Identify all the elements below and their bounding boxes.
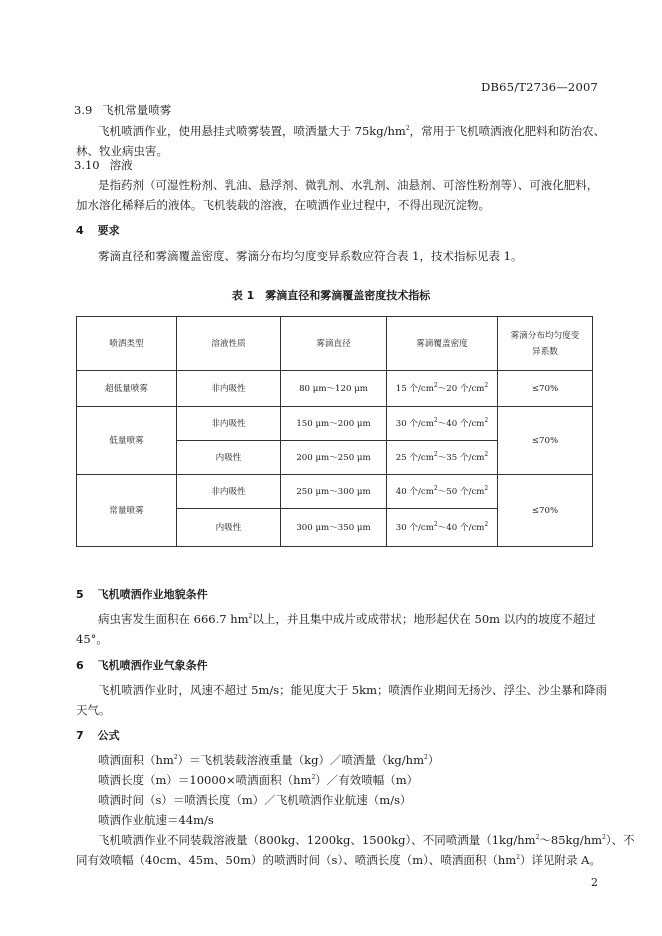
section-5-line1: 病虫害发生面积在 666.7 $hm^2$以上，并且集中成片或成带状；地形起伏在 50m 以内的坡度不超过 xyxy=(98,612,596,626)
section-3-10-line2: 加水溶化稀释后的液体。飞机装载的溶液，在喷洒作业过程中，不得出现沉淀物。 xyxy=(76,198,490,212)
table-cell: 非内吸性 xyxy=(177,371,281,407)
header-cell: 雾滴分布均匀度变 异系数 xyxy=(498,317,593,371)
section-3-10-line1: 是指药剂（可湿性粉剂、乳油、悬浮剂、微乳剂、水乳剂、油悬剂、可溶性粉剂等）、可液化肥料， xyxy=(98,178,599,192)
table-cell: 250 μm～300 μm xyxy=(281,475,387,509)
section-6-heading xyxy=(76,657,208,673)
table-cell: ≤70% xyxy=(498,371,593,407)
table-cell: 非内吸性 xyxy=(177,407,281,441)
table-cell: 内吸性 xyxy=(177,509,281,547)
table-caption: 表 1 雾滴直径和雾滴覆盖密度技术指标 xyxy=(231,289,431,302)
section-title: 飞机常量喷雾 xyxy=(102,103,172,117)
doc-code: DB65/T2736—2007 xyxy=(481,80,598,94)
table-cell: 150 μm～200 μm xyxy=(281,407,387,441)
header-cell: 雾滴直径 xyxy=(281,317,387,371)
table-cell: 内吸性 xyxy=(177,441,281,475)
table-cell: ≤70% xyxy=(498,407,593,475)
section-number: 6 xyxy=(76,659,84,672)
formula-speed: 喷洒作业航速＝44m/s xyxy=(98,813,214,827)
header-cell: 雾滴覆盖密度 xyxy=(387,317,498,371)
table-cell: 80 μm～120 μm xyxy=(281,371,387,407)
table-row xyxy=(77,475,593,509)
section-3-9-line2: 林、牧业病虫害。 xyxy=(76,144,168,158)
section-number: 7 xyxy=(76,729,84,742)
table-cell: 300 μm～350 μm xyxy=(281,509,387,547)
spray-type-cell: 超低量喷雾 xyxy=(77,371,177,407)
section-5-heading xyxy=(76,586,208,602)
table-cell: 30 个$/cm^2\sim 40$ 个$/cm^2$ xyxy=(387,509,498,547)
section-title: 飞机喷洒作业地貌条件 xyxy=(97,588,208,601)
table-cell: 15 个$/cm^2\sim 20$ 个$/cm^2$ xyxy=(387,371,498,407)
table-header-row xyxy=(77,317,593,371)
section-number: 3.10 xyxy=(74,158,100,172)
section-title: 公式 xyxy=(97,729,120,742)
formula-area: 喷洒面积$(hm^2)=$飞机装载溶液重量（kg）／喷洒量$(kg/hm^2)$ xyxy=(98,753,440,767)
section-number: 5 xyxy=(76,588,84,601)
section-title: 溶液 xyxy=(109,158,133,172)
table-cell: 25 个$/cm^2\sim 35$ 个$/cm^2$ xyxy=(387,441,498,475)
section-3-10-heading xyxy=(74,157,133,173)
section-4-text: 雾滴直径和雾滴覆盖密度、雾滴分布均匀度变异系数应符合表 1，技术指标见表 1。 xyxy=(98,249,523,263)
section-3-9-heading xyxy=(74,102,171,118)
formula-note-line1: 飞机喷洒作业不同装载溶液量（800kg、1200kg、1500kg）、不同喷洒量$(1kg/hm^2\sim 85kg/hm^2)$、不 xyxy=(98,833,635,847)
formula-time: 喷洒时间（s）＝喷洒长度（m）／飞机喷洒作业航速（m/s） xyxy=(98,793,412,807)
section-7-heading xyxy=(76,727,120,743)
section-3-9-line1: 飞机喷洒作业，使用悬挂式喷雾装置，喷洒量大于 $75kg/hm^2$，常用于飞机喷洒液化肥料和防治农、 xyxy=(98,124,606,138)
table-cell: 40 个$/cm^2\sim 50$ 个$/cm^2$ xyxy=(387,475,498,509)
section-title: 要求 xyxy=(97,224,120,237)
table-row xyxy=(77,407,593,441)
section-number: 4 xyxy=(76,224,84,237)
table-cell: 非内吸性 xyxy=(177,475,281,509)
spray-type-cell: 常量喷雾 xyxy=(77,475,177,547)
table-cell: 30 个$/cm^2\sim 40$ 个$/cm^2$ xyxy=(387,407,498,441)
table-row xyxy=(77,371,593,407)
formula-length: 喷洒长度（m）＝10000×喷洒面积$(hm^2)/$有效喷幅（m） xyxy=(98,773,419,787)
page-number: 2 xyxy=(591,876,598,889)
section-6-line1: 飞机喷洒作业时，风速不超过 5m/s；能见度大于 5km；喷洒作业期间无扬沙、浮尘、沙尘暴和降雨 xyxy=(98,683,607,697)
section-title: 飞机喷洒作业气象条件 xyxy=(97,659,208,672)
section-5-line2: 45°。 xyxy=(76,632,108,646)
spec-table xyxy=(76,316,593,547)
section-6-line2: 天气。 xyxy=(76,703,111,717)
table-cell: 200 μm～250 μm xyxy=(281,441,387,475)
table-cell: ≤70% xyxy=(498,475,593,547)
header-cell: 溶液性质 xyxy=(177,317,281,371)
section-4-heading xyxy=(76,222,120,238)
header-cell: 喷洒类型 xyxy=(77,317,177,371)
formula-note-line2: 同有效喷幅（40cm、45m、50m）的喷洒时间（s）、喷洒长度（m）、喷洒面积$(hm^2)$详见附录 A。 xyxy=(76,853,601,867)
section-number: 3.9 xyxy=(74,103,93,117)
spray-type-cell: 低量喷雾 xyxy=(77,407,177,475)
